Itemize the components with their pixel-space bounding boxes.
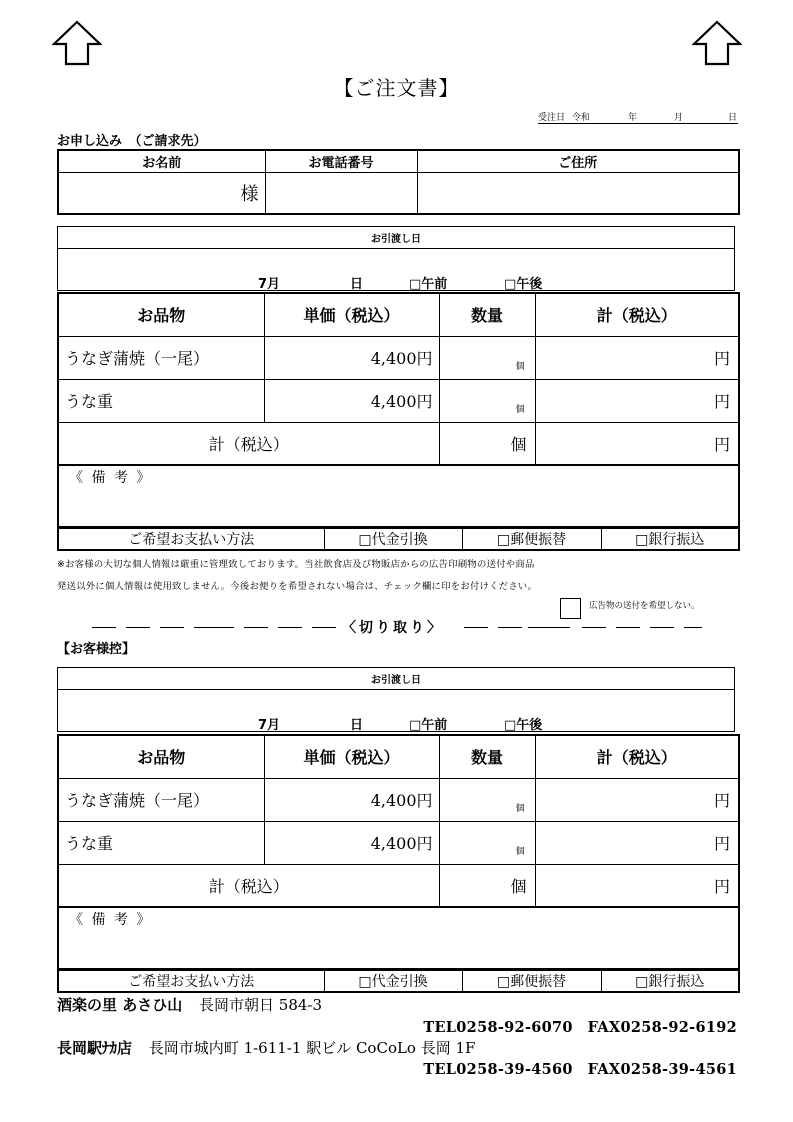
cut-dash <box>582 627 606 628</box>
payment-postal[interactable]: □郵便振替 <box>462 970 601 992</box>
address-field[interactable] <box>417 172 739 214</box>
payment-bank[interactable]: □銀行振込 <box>601 970 739 992</box>
cut-dash <box>126 627 150 628</box>
cut-label: 〈切り取り〉 <box>342 620 444 636</box>
ad-optout-checkbox[interactable] <box>560 598 581 619</box>
order-date <box>538 110 738 124</box>
qty-field[interactable] <box>439 336 535 379</box>
sum-total-field[interactable] <box>535 422 739 465</box>
total-field[interactable] <box>535 821 739 864</box>
sum-yen: 円 <box>713 434 730 454</box>
payment-label: ご希望お支払い方法 <box>58 528 324 550</box>
col-item: お品物 <box>58 735 264 778</box>
col-price: 単価（税込） <box>264 735 439 778</box>
sum-unit: 個 <box>510 876 527 896</box>
item-name: うなぎ蒲焼（一尾） <box>58 778 264 821</box>
col-qty: 数量 <box>439 735 535 778</box>
yen-label: 円 <box>713 834 730 853</box>
privacy-notice-line2: 発送以外に個人情報は使用致しません。今後お便りを希望されない場合は、チェック欄に印をお付けください。 <box>57 581 538 592</box>
remarks-box[interactable] <box>57 464 740 527</box>
customer-copy-heading: 【お客様控】 <box>57 642 136 657</box>
unit-label: 個 <box>515 846 525 857</box>
sum-qty-field[interactable] <box>439 864 535 907</box>
cut-dash <box>616 627 640 628</box>
table-row <box>58 821 739 864</box>
delivery-pm[interactable]: □午後 <box>504 277 543 292</box>
store1-address: 長岡市朝日 584-3 <box>199 996 323 1014</box>
item-price: 4,400円 <box>264 821 439 864</box>
delivery-am[interactable]: □午前 <box>409 277 448 292</box>
sum-label: 計（税込） <box>58 422 439 465</box>
delivery-am[interactable]: □午前 <box>409 718 448 733</box>
applicant-heading: お申し込み （ご請求先） <box>57 134 207 149</box>
sum-unit: 個 <box>510 434 527 454</box>
cut-dash <box>650 627 674 628</box>
yen-label: 円 <box>713 392 730 411</box>
payment-table <box>57 527 740 551</box>
order-date-label: 受注日 <box>538 113 566 123</box>
item-name: うな重 <box>58 821 264 864</box>
store1-name: 酒楽の里 あさひ山 <box>57 996 183 1014</box>
unit-label: 個 <box>515 803 525 814</box>
qty-field[interactable] <box>439 821 535 864</box>
sum-label: 計（税込） <box>58 864 439 907</box>
store2-contact: TEL0258-39-4560 FAX0258-39-4561 <box>423 1061 737 1078</box>
col-total: 計（税込） <box>535 735 739 778</box>
cut-dash <box>312 627 336 628</box>
item-price: 4,400円 <box>264 778 439 821</box>
yen-label: 円 <box>713 349 730 368</box>
sum-row <box>58 422 739 465</box>
payment-label: ご希望お支払い方法 <box>58 970 324 992</box>
order-date-era: 令和 <box>571 113 590 123</box>
name-field[interactable] <box>58 172 265 214</box>
item-price: 4,400円 <box>264 336 439 379</box>
cut-dash <box>464 627 488 628</box>
privacy-notice-line1: ※お客様の大切な個人情報は厳重に管理致しております。当社飲食店及び物販店からの広告印刷物の送付や商品 <box>57 559 535 570</box>
order-date-year: 年 <box>628 113 638 123</box>
order-date-day: 日 <box>728 113 738 123</box>
cut-dash <box>684 627 702 628</box>
remarks-label: 《 備 考 》 <box>69 470 153 486</box>
col-name: お名前 <box>58 150 265 172</box>
cut-dash <box>498 627 522 628</box>
delivery-pm[interactable]: □午後 <box>504 718 543 733</box>
sum-qty-field[interactable] <box>439 422 535 465</box>
delivery-date-field[interactable] <box>58 690 735 732</box>
qty-field[interactable] <box>439 778 535 821</box>
store2-address: 長岡市城内町 1-611-1 駅ビル CoCoLo 長岡 1F <box>148 1039 476 1057</box>
cut-dash <box>92 627 116 628</box>
col-item: お品物 <box>58 293 264 336</box>
sum-total-field[interactable] <box>535 864 739 907</box>
ad-optout-label: 広告物の送付を希望しない。 <box>589 601 700 611</box>
total-field[interactable] <box>535 778 739 821</box>
total-field[interactable] <box>535 336 739 379</box>
delivery-table <box>57 226 735 291</box>
yen-label: 円 <box>713 791 730 810</box>
delivery-month: 7月 <box>258 277 281 292</box>
col-phone: お電話番号 <box>265 150 417 172</box>
payment-postal[interactable]: □郵便振替 <box>462 528 601 550</box>
payment-cod[interactable]: □代金引換 <box>324 528 462 550</box>
up-arrow-icon <box>52 20 102 66</box>
sum-yen: 円 <box>713 876 730 896</box>
table-row <box>58 778 739 821</box>
col-total: 計（税込） <box>535 293 739 336</box>
items-table <box>57 734 740 908</box>
payment-bank[interactable]: □銀行振込 <box>601 528 739 550</box>
delivery-month: 7月 <box>258 718 281 733</box>
store2-name: 長岡駅ﾅｶ店 <box>57 1039 133 1057</box>
order-date-month: 月 <box>674 113 684 123</box>
col-qty: 数量 <box>439 293 535 336</box>
delivery-date-field[interactable] <box>58 249 735 291</box>
table-row <box>58 379 739 422</box>
cut-dash <box>244 627 268 628</box>
delivery-heading: お引渡し日 <box>58 668 735 690</box>
col-price: 単価（税込） <box>264 293 439 336</box>
store2-line <box>57 1037 475 1058</box>
items-table <box>57 292 740 466</box>
col-address: ご住所 <box>417 150 739 172</box>
up-arrow-icon <box>692 20 742 66</box>
sum-row <box>58 864 739 907</box>
cut-dash <box>160 627 184 628</box>
delivery-table <box>57 667 735 732</box>
delivery-heading: お引渡し日 <box>58 227 735 249</box>
unit-label: 個 <box>515 361 525 372</box>
unit-label: 個 <box>515 404 525 415</box>
page-title: 【ご注文書】 <box>333 76 460 100</box>
cut-dash <box>194 627 234 628</box>
item-name: うなぎ蒲焼（一尾） <box>58 336 264 379</box>
payment-cod[interactable]: □代金引換 <box>324 970 462 992</box>
delivery-day: 日 <box>350 277 364 292</box>
cut-dash <box>528 627 570 628</box>
payment-table <box>57 969 740 993</box>
phone-field[interactable] <box>265 172 417 214</box>
remarks-box[interactable] <box>57 906 740 969</box>
total-field[interactable] <box>535 379 739 422</box>
store1-line <box>57 994 322 1015</box>
item-price: 4,400円 <box>264 379 439 422</box>
cut-dash <box>278 627 302 628</box>
delivery-day: 日 <box>350 718 364 733</box>
table-row <box>58 336 739 379</box>
remarks-label: 《 備 考 》 <box>69 912 153 928</box>
applicant-table <box>57 149 740 215</box>
store1-contact: TEL0258-92-6070 FAX0258-92-6192 <box>423 1019 737 1036</box>
qty-field[interactable] <box>439 379 535 422</box>
item-name: うな重 <box>58 379 264 422</box>
sama-label: 様 <box>240 183 259 205</box>
